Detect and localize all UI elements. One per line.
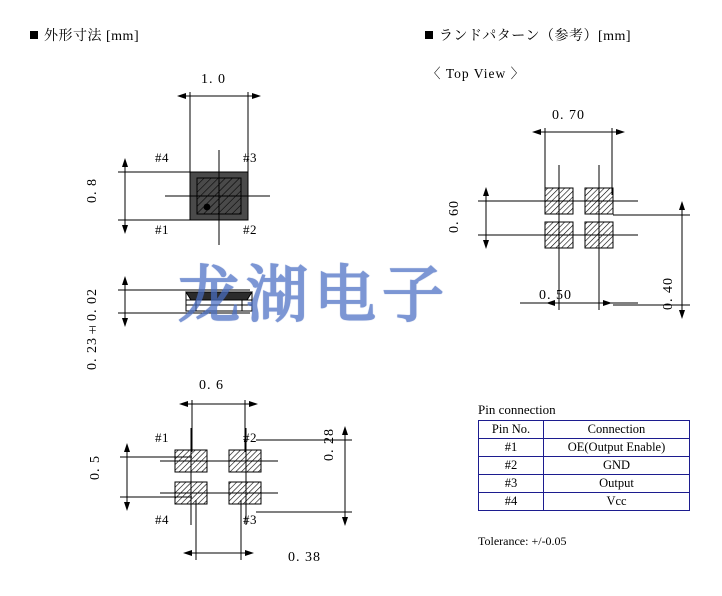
cell-pin-no: #3: [479, 475, 544, 493]
pin-connection-title: Pin connection: [478, 402, 556, 417]
dim-pad-pitch-x: 0. 6: [199, 378, 224, 393]
dim-land-outer-width: 0. 70: [552, 108, 585, 123]
dim-pad-width: 0. 38: [288, 550, 321, 565]
pin-label-3-bottom: #3: [243, 512, 257, 527]
table-row: [479, 439, 690, 457]
dim-top-width: 1. 0: [201, 72, 226, 87]
cell-pin-no: #2: [479, 457, 544, 475]
section-header-left-label: 外形寸法 [mm]: [44, 29, 140, 44]
tolerance-note: Tolerance: +/-0.05: [478, 534, 567, 548]
cell-connection: GND: [544, 457, 690, 475]
table-row: [479, 475, 690, 493]
table-row: [479, 457, 690, 475]
column-header-connection: Connection: [544, 421, 690, 439]
dim-pad-pitch-y: 0. 5: [88, 455, 103, 480]
cell-connection: OE(Output Enable): [544, 439, 690, 457]
pin-label-2-top: #2: [243, 222, 257, 237]
cell-pin-no: #4: [479, 493, 544, 511]
pin-label-4-top: #4: [155, 150, 169, 165]
dim-pad-height: 0. 28: [322, 428, 337, 461]
dim-land-inner-height: 0. 60: [447, 200, 462, 233]
pin-label-1-top: #1: [155, 222, 169, 237]
section-header-right-label: ランドパターン（参考）[mm]: [439, 29, 632, 44]
pin-label-2-bottom: #2: [243, 430, 257, 445]
dim-land-pad-height: 0. 40: [661, 277, 676, 310]
dim-top-height: 0. 8: [85, 178, 100, 203]
pin-connection-table: [478, 420, 690, 511]
cell-connection: Vcc: [544, 493, 690, 511]
pin-label-1-bottom: #1: [155, 430, 169, 445]
pin-label-4-bottom: #4: [155, 512, 169, 527]
column-header-pin-no: Pin No.: [479, 421, 544, 439]
pin-label-3-top: #3: [243, 150, 257, 165]
watermark-text: 龙湖电子: [178, 258, 451, 331]
top-view-label: 〈 Top View 〉: [427, 66, 526, 81]
dim-thickness: 0. 23±0. 02: [85, 288, 100, 370]
dim-land-inner-width: 0. 50: [539, 288, 572, 303]
table-row: [479, 493, 690, 511]
table-header-row: [479, 421, 690, 439]
cell-connection: Output: [544, 475, 690, 493]
cell-pin-no: #1: [479, 439, 544, 457]
